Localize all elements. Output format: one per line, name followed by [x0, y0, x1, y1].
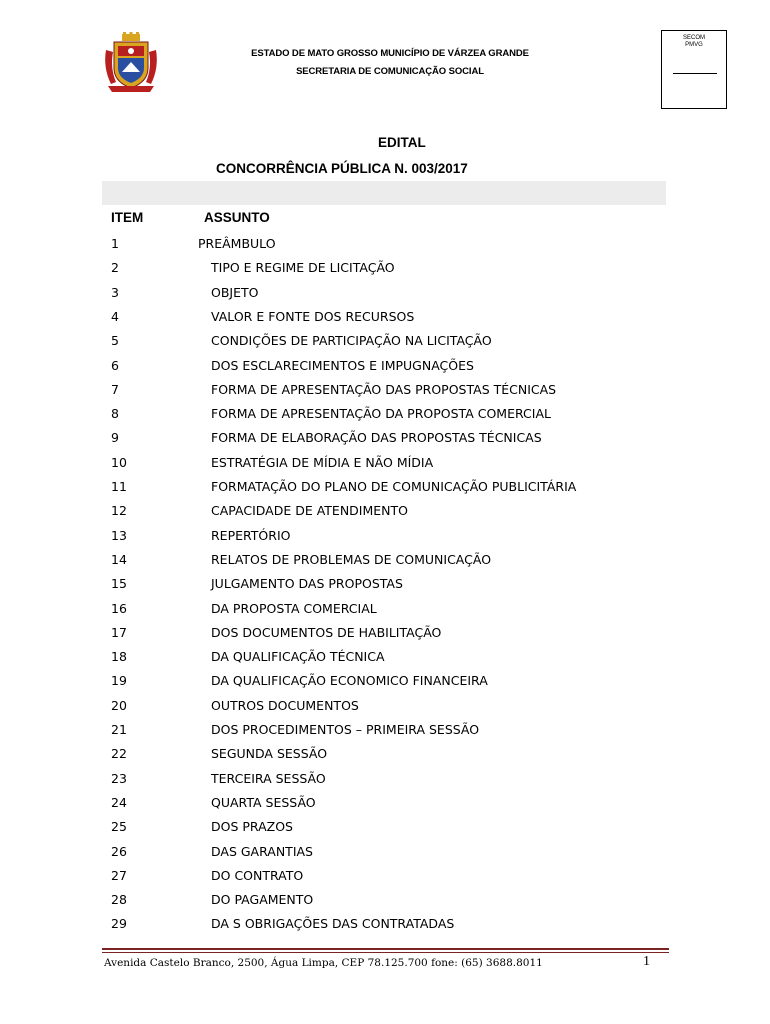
row-number: 23: [111, 770, 127, 786]
table-row: [0, 382, 770, 406]
row-number: 4: [111, 308, 119, 324]
table-row: [0, 673, 770, 697]
table-row: [0, 795, 770, 819]
table-row: [0, 552, 770, 576]
row-number: 21: [111, 722, 127, 737]
row-subject: DAS GARANTIAS: [211, 843, 313, 859]
row-subject: DO CONTRATO: [211, 867, 304, 883]
row-number: 26: [111, 843, 127, 859]
table-row: [0, 649, 770, 673]
row-subject: DA QUALIFICAÇÃO TÉCNICA: [211, 649, 385, 665]
table-row: [0, 722, 770, 746]
table-row: [0, 309, 770, 333]
stamp-text-secom: SECOM: [682, 35, 705, 41]
row-number: 28: [111, 892, 127, 908]
footer-divider-thin: [102, 952, 669, 953]
table-row: [0, 868, 770, 892]
row-subject: FORMATAÇÃO DO PLANO DE COMUNICAÇÃO PUBLICITÁRIA: [211, 479, 577, 494]
row-subject: QUARTA SESSÃO: [211, 794, 316, 810]
row-number: 11: [111, 479, 127, 494]
document-subtitle: CONCORRÊNCIA PÚBLICA N. 003/2017: [216, 161, 468, 176]
row-subject: TERCEIRA SESSÃO: [211, 770, 326, 786]
row-subject: TIPO E REGIME DE LICITAÇÃO: [211, 260, 395, 276]
table-row: [0, 698, 770, 722]
row-subject: FORMA DE ELABORAÇÃO DAS PROPOSTAS TÉCNICAS: [211, 430, 542, 446]
table-row: [0, 892, 770, 916]
row-number: 18: [111, 649, 127, 665]
table-row: [0, 358, 770, 382]
footer-divider: [102, 948, 669, 950]
table-row: [0, 771, 770, 795]
row-number: 25: [111, 819, 127, 835]
document-title: EDITAL: [378, 135, 426, 150]
row-subject: REPERTÓRIO: [211, 527, 291, 543]
table-row: [0, 479, 770, 503]
table-row: [0, 601, 770, 625]
row-subject: JULGAMENTO DAS PROPOSTAS: [211, 576, 403, 592]
row-subject: PREÂMBULO: [198, 236, 276, 251]
column-header-item: ITEM: [111, 210, 144, 225]
shaded-band: [102, 181, 666, 205]
row-number: 22: [111, 746, 127, 762]
table-row: [0, 455, 770, 479]
table-row: [0, 576, 770, 600]
row-number: 29: [111, 916, 127, 932]
row-number: 12: [111, 503, 127, 519]
row-number: 3: [111, 284, 119, 300]
row-subject: DOS PRAZOS: [211, 819, 293, 835]
table-row: [0, 819, 770, 843]
coat-of-arms-logo: [102, 32, 160, 94]
row-subject: DA PROPOSTA COMERCIAL: [211, 600, 377, 616]
row-number: 9: [111, 430, 119, 446]
row-subject: RELATOS DE PROBLEMAS DE COMUNICAÇÃO: [211, 551, 492, 567]
footer-address: Avenida Castelo Branco, 2500, Água Limpa, CEP 78.125.700 fone: (65) 3688.8011: [104, 957, 543, 969]
row-subject: FORMA DE APRESENTAÇÃO DA PROPOSTA COMERCIAL: [211, 406, 551, 422]
table-row: [0, 406, 770, 430]
table-row: [0, 746, 770, 770]
table-row: [0, 625, 770, 649]
row-subject: DA QUALIFICAÇÃO ECONOMICO FINANCEIRA: [211, 673, 488, 689]
row-number: 10: [111, 454, 127, 470]
table-row: [0, 503, 770, 527]
row-number: 1: [111, 236, 119, 251]
row-subject: DOS PROCEDIMENTOS – PRIMEIRA SESSÃO: [211, 722, 480, 737]
header-state-line: ESTADO DE MATO GROSSO MUNICÍPIO DE VÁRZEA GRANDE: [251, 48, 529, 59]
row-number: 5: [111, 333, 119, 349]
row-number: 14: [111, 551, 127, 567]
row-number: 7: [111, 381, 119, 397]
row-subject: OBJETO: [211, 284, 259, 300]
stamp-signature-line: [673, 73, 717, 74]
row-subject: DO PAGAMENTO: [211, 892, 314, 908]
row-subject: DOS DOCUMENTOS DE HABILITAÇÃO: [211, 624, 442, 640]
row-subject: DOS ESCLARECIMENTOS E IMPUGNAÇÕES: [211, 357, 474, 373]
row-subject: ESTRATÉGIA DE MÍDIA E NÃO MÍDIA: [211, 454, 434, 470]
row-number: 19: [111, 673, 127, 689]
row-subject: OUTROS DOCUMENTOS: [211, 697, 359, 713]
row-number: 13: [111, 527, 127, 543]
stamp-text-pmvg: PMVG: [685, 42, 703, 48]
table-row: [0, 430, 770, 454]
table-row: [0, 333, 770, 357]
row-subject: DA S OBRIGAÇÕES DAS CONTRATADAS: [211, 916, 455, 932]
table-row: [0, 916, 770, 940]
protocol-stamp-box: [661, 30, 727, 109]
table-row: [0, 260, 770, 284]
row-number: 27: [111, 867, 127, 883]
table-row: [0, 236, 770, 260]
row-subject: CAPACIDADE DE ATENDIMENTO: [211, 503, 408, 519]
column-header-subject: ASSUNTO: [204, 210, 270, 225]
row-number: 16: [111, 600, 127, 616]
page-number: 1: [643, 954, 650, 969]
table-row: [0, 285, 770, 309]
row-number: 15: [111, 576, 127, 592]
row-subject: FORMA DE APRESENTAÇÃO DAS PROPOSTAS TÉCNICAS: [211, 381, 557, 397]
header-secretariat-line: SECRETARIA DE COMUNICAÇÃO SOCIAL: [296, 66, 484, 77]
row-number: 24: [111, 794, 127, 810]
row-subject: CONDIÇÕES DE PARTICIPAÇÃO NA LICITAÇÃO: [211, 333, 492, 349]
row-subject: VALOR E FONTE DOS RECURSOS: [211, 308, 415, 324]
table-row: [0, 528, 770, 552]
row-number: 20: [111, 697, 127, 713]
row-number: 8: [111, 406, 119, 422]
row-number: 6: [111, 357, 119, 373]
row-number: 17: [111, 624, 127, 640]
row-subject: SEGUNDA SESSÃO: [211, 746, 328, 762]
table-row: [0, 844, 770, 868]
row-number: 2: [111, 260, 119, 276]
